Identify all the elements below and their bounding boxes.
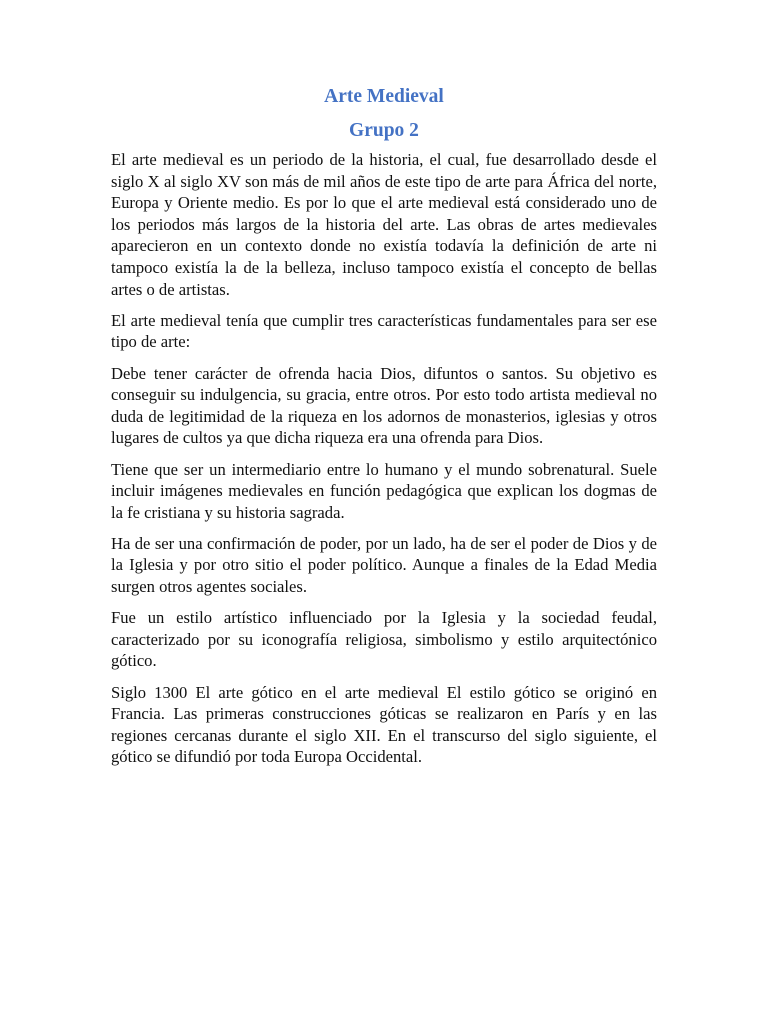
paragraph-gothic: Siglo 1300 El arte gótico en el arte medieval El estilo gótico se originó en Francia. Las primeras construcciones góticas se realizaron en París y en las regiones cercanas durante el siglo XII. En el transcurso del siglo siguiente, el gótico se difundió por toda Europa Occidental. — [111, 682, 657, 767]
paragraph-intro: El arte medieval es un periodo de la historia, el cual, fue desarrollado desde el siglo X al siglo XV son más de mil años de este tipo de arte para África del norte, Europa y Oriente medio. Es por lo que el arte medieval está considerado uno de los periodos más largos de la historia del arte. Las obras de artes medievales aparecieron en un contexto donde no existía todavía la definición de arte ni tampoco existía la de la belleza, incluso tampoco existía el concepto de bellas artes o de artistas. — [111, 150, 657, 299]
document-title: Arte Medieval — [324, 86, 444, 107]
paragraph-characteristics-intro: El arte medieval tenía que cumplir tres características fundamentales para ser ese tipo de arte: — [111, 310, 657, 352]
document-subtitle: Grupo 2 — [349, 120, 419, 141]
paragraph-intermediary: Tiene que ser un intermediario entre lo humano y el mundo sobrenatural. Suele incluir imágenes medievales en función pedagógica que explican los dogmas de la fe cristiana y su historia sagrada. — [111, 459, 657, 522]
paragraph-power: Ha de ser una confirmación de poder, por un lado, ha de ser el poder de Dios y de la Iglesia y por otro sitio el poder político. Aunque a finales de la Edad Media surgen otros agentes sociales. — [111, 533, 657, 597]
paragraph-style: Fue un estilo artístico influenciado por la Iglesia y la sociedad feudal, caracterizado por su iconografía religiosa, simbolismo y estilo arquitectónico gótico. — [111, 608, 657, 671]
document-page — [111, 82, 657, 778]
paragraph-offering: Debe tener carácter de ofrenda hacia Dios, difuntos o santos. Su objetivo es conseguir su indulgencia, su gracia, entre otros. Por esto todo artista medieval no duda de legitimidad de la riqueza en los adornos de monasterios, iglesias y otros lugares de cultos ya que dicha riqueza era una ofrenda para Dios. — [111, 363, 657, 448]
